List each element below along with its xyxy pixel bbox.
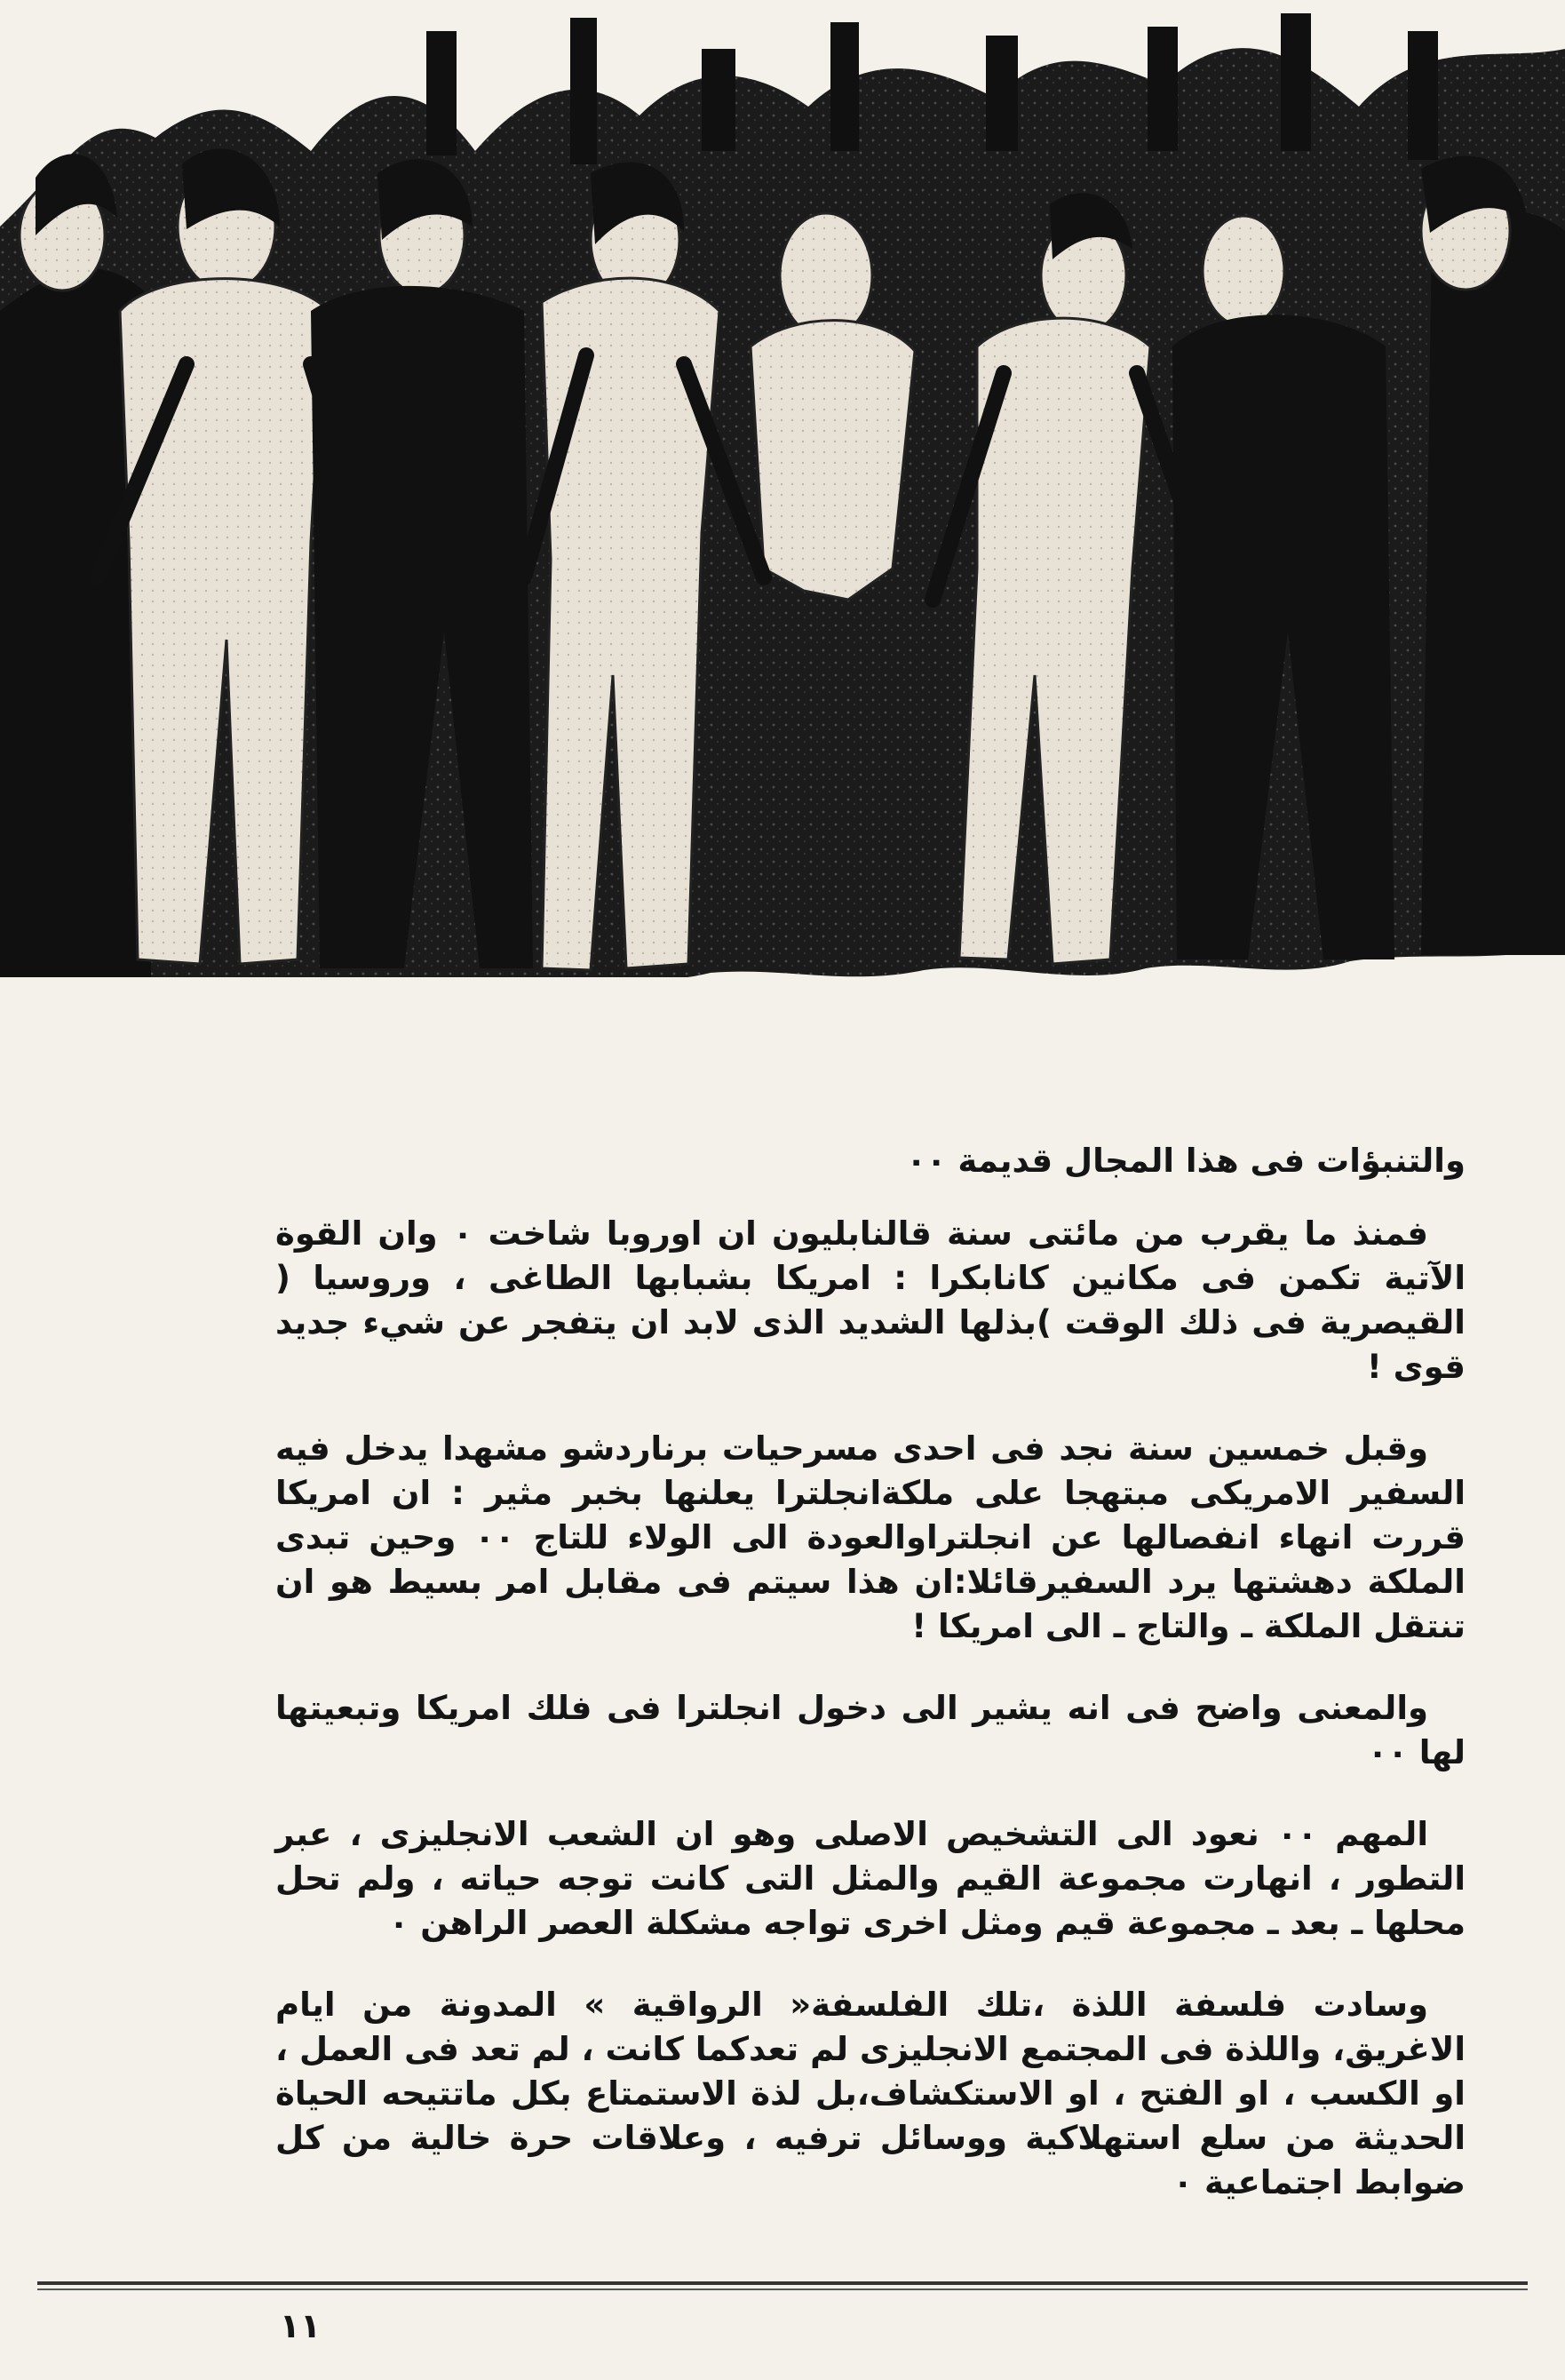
paragraph-pleasure-philosophy: وسادت فلسفة اللذة ،تلك الفلسفة« الرواقية » المدونة من ايام الاغريق، واللذة فى المجتمع الانجليزى لم تعدكما كانت ، لم تعد فى العمل ، او الكسب ، او الفتح ، او الاستكشاف،بل لذة الاستمتاع بكل ماتتيحه الحياة الحديثة من سلع استهلاكية ووسائل ترفيه ، وعلاقات حرة خالية من كل ضوابط اجتماعية ٠ [275,1986,1466,2201]
crowd-illustration [0,0,1565,1044]
protest-photo [0,0,1565,1044]
page-number: ١١ [279,2306,322,2345]
footer-rule-thin [37,2288,1528,2290]
paragraph-intro: والتنبؤات فى هذا المجال قديمة ٠٠ [906,1142,1466,1180]
paragraph-meaning: والمعنى واضح فى انه يشير الى دخول انجلترا فى فلك امريكا وتبعيتها لها ٠٠ [275,1689,1466,1771]
footer-rule [37,2281,1528,2285]
paragraph-diagnosis: المهم ٠٠ نعود الى التشخيص الاصلى وهو ان الشعب الانجليزى ، عبر التطور ، انهارت مجموعة القيم والمثل التى كانت توجه حياته ، ولم تحل محلها ـ بعد ـ مجموعة قيم ومثل اخرى تواجه مشكلة العصر الراهن ٠ [275,1815,1466,1942]
paragraph-napoleon: فمنذ ما يقرب من مائتى سنة قالنابليون ان اوروبا شاخت ٠ وان القوة الآتية تكمن فى مكانين كانابكرا : امريكا بشبابها الطاغى ، وروسيا ( القيصرية فى ذلك الوقت )بذلها الشديد الذى لابد ان يتفجر عن شيء جديد قوى ! [275,1214,1466,1386]
paragraph-bernard-shaw: وقبل خمسين سنة نجد فى احدى مسرحيات برناردشو مشهدا يدخل فيه السفير الامريكى مبتهجا على ملكةانجلترا يعلنها بخبر مثير : ان امريكا قررت انهاء انفصالها عن انجلتراوالعودة الى الولاء للتاج ٠٠ وحين تبدى الملكة دهشتها يرد السفيرقائلا:ان هذا سيتم فى مقابل امر بسيط هو ان تنتقل الملكة ـ والتاج ـ الى امريكا ! [275,1429,1466,1645]
article-text [275,1139,1466,2242]
